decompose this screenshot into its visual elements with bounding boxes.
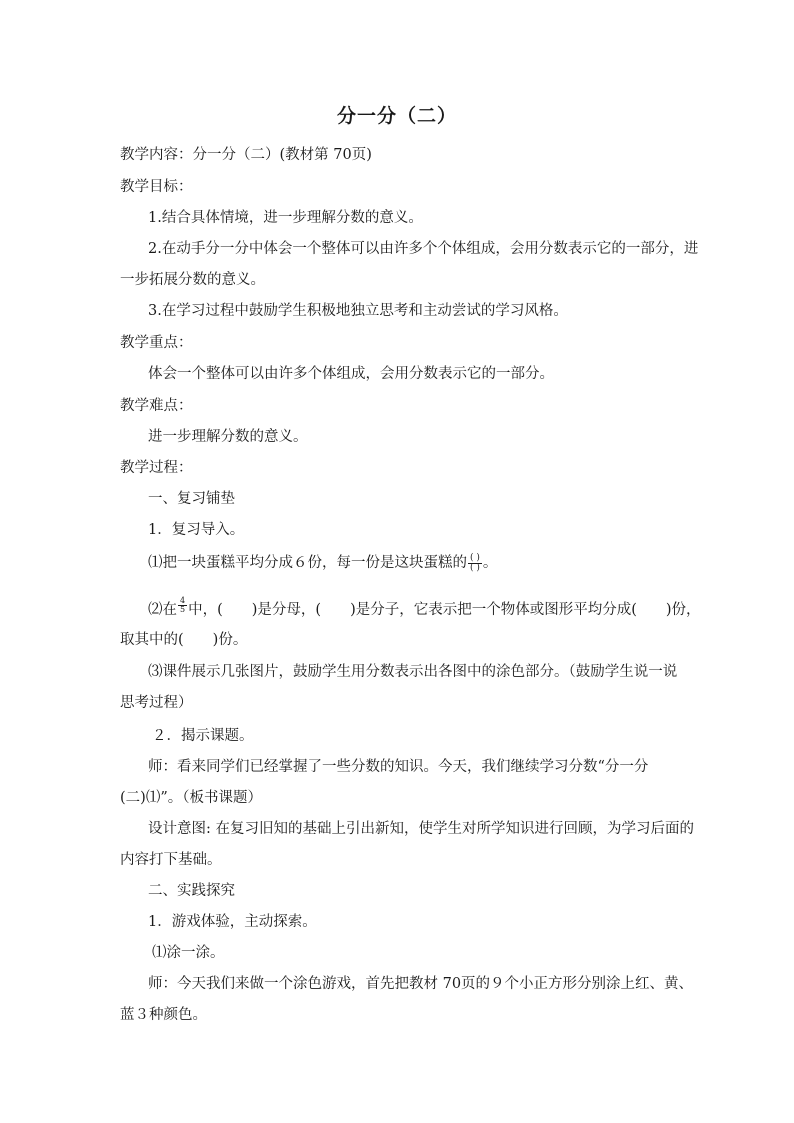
fraction-numerator: ( ) (470, 552, 480, 563)
goal-item-2: 2.在动手分一分中体会一个整体可以由许多个个体组成，会用分数表示它的一部分，进 (148, 241, 699, 257)
question-1-end: 。 (482, 555, 498, 571)
fraction-four-fifths (178, 597, 187, 614)
fraction-numerator: 4 (180, 596, 186, 605)
review-question-2-continued: 取其中的( )份。 (120, 632, 248, 648)
design-intent: 设计意图: 在复习旧知的基础上引出新知，使学生对所学知识进行回顾，为学习后面的 (148, 821, 694, 837)
key-text: 体会一个整体可以由许多个体组成，会用分数表示它的一部分。 (148, 366, 554, 382)
teacher-remark-1: 师：看来同学们已经掌握了一些分数的知识。今天，我们继续学习分数“分一分 (148, 759, 649, 775)
review-question-3-continued: 思考过程） (120, 695, 193, 711)
teacher-remark-1-continued: (二)⑴”。（板书课题） (120, 790, 262, 806)
blank-fraction (468, 554, 482, 573)
difficulty-label: 教学难点： (120, 398, 193, 414)
key-label: 教学重点： (120, 335, 193, 351)
question-2-prefix: ⑵在 (148, 602, 177, 618)
difficulty-text: 进一步理解分数的意义。 (148, 429, 308, 445)
practice-question-1: ⑴涂一涂。 (152, 945, 225, 961)
review-question-1 (148, 553, 690, 573)
fraction-denominator: ( ) (470, 562, 480, 573)
practice-item-1: 1．游戏体验，主动探索。 (148, 914, 317, 930)
goal-item-3: 3.在学习过程中鼓励学生积极地独立思考和主动尝试的学习风格。 (148, 303, 568, 319)
process-label: 教学过程： (120, 460, 193, 476)
review-item-2: ２．揭示课题。 (152, 728, 254, 744)
section-review: 一、复习铺垫 (148, 491, 235, 507)
design-intent-continued: 内容打下基础。 (120, 852, 222, 868)
page-title: 分一分（二） (336, 105, 457, 127)
fraction-denominator: 5 (180, 605, 186, 614)
teacher-remark-2-continued: 蓝３种颜色。 (120, 1007, 207, 1023)
content-label: 教学内容：分一分（二）(教材第 70页) (120, 147, 372, 163)
goal-item-2-continued: 一步拓展分数的意义。 (120, 272, 265, 288)
section-practice: 二、实践探究 (148, 883, 235, 899)
review-question-3: ⑶课件展示几张图片，鼓励学生用分数表示出各图中的涂色部分。（鼓励学生说一说 (148, 664, 678, 680)
review-item-1: 1．复习导入。 (148, 522, 245, 538)
question-1-text: ⑴把一块蛋糕平均分成６份，每一份是这块蛋糕的 (148, 555, 467, 571)
question-2-text: 中，( )是分母，( )是分子，它表示把一个物体或图形平均分成( )份， (188, 602, 701, 618)
review-question-2 (148, 596, 701, 620)
teacher-remark-2: 师：今天我们来做一个涂色游戏，首先把教材 70页的９个小正方形分别涂上红、黄、 (148, 976, 694, 992)
goals-label: 教学目标： (120, 179, 193, 195)
goal-item-1: 1.结合具体情境，进一步理解分数的意义。 (148, 210, 423, 226)
